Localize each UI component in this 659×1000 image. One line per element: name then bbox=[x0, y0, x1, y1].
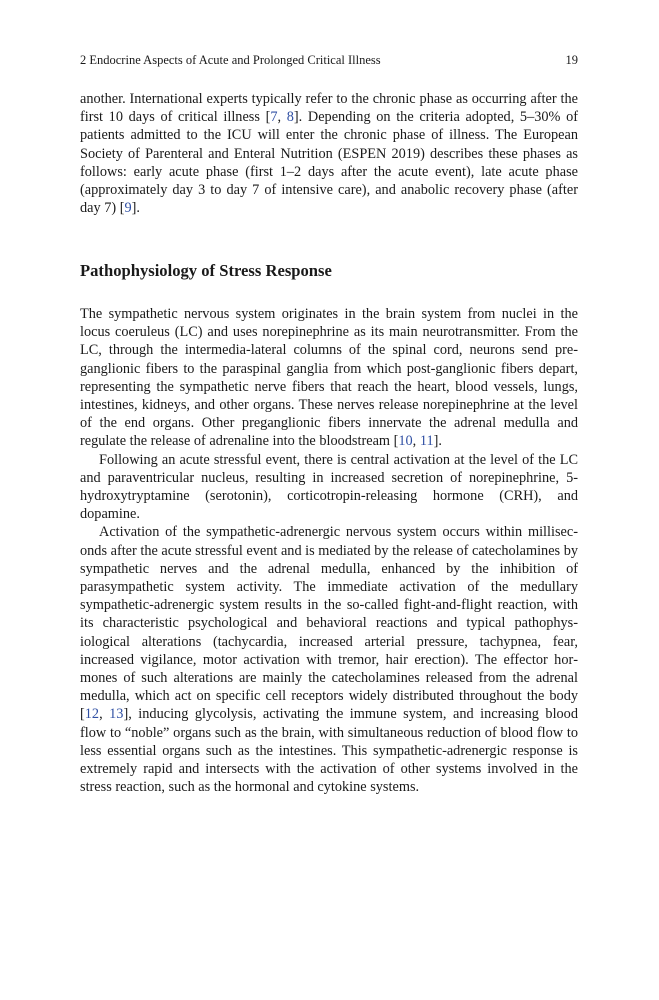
text-run: , bbox=[412, 433, 420, 450]
text-run: Activation of the sympathetic-adrenergic nervous system occurs within milliseconds after the acute stressful event and is mediated by the release of catecholamines by sympathetic nerves and the adrenal medulla, enhanced by the inhibition of parasympathetic system activity. The immediate activation of the medullary sympathetic-adrenergic system results in the so-called fight-and-flight reaction, with its characteristic psychological and behavioral reactions and typical pathophysiological alterations (tachycardia, increased arterial pressure, tachypnea, fear, increased vigilance, motor activation with tremor, hair erection). The effector hormones of such alterations are mainly the catecholamines released from the adrenal medulla, which act on specific cell receptors widely distributed throughout the body [ bbox=[80, 524, 578, 723]
intro-block bbox=[80, 90, 578, 217]
paragraph-adrenergic-activation bbox=[80, 523, 578, 796]
text-run: ]. bbox=[131, 200, 140, 217]
section-body bbox=[80, 305, 578, 796]
text-run: , bbox=[99, 706, 110, 723]
section-heading: Pathophysiology of Stress Response bbox=[80, 261, 332, 280]
citation-link[interactable]: 12 bbox=[84, 706, 100, 723]
text-run: another. International experts typically refer to the chronic phase as occurring after the first 10 days of critical illness [ bbox=[80, 91, 578, 126]
text-run: , bbox=[277, 109, 287, 126]
text-run: ]. bbox=[433, 433, 442, 450]
text-run: The sympathetic nervous system originates in the brain system from nuclei in the locus coeruleus (LC) and uses norepinephrine as its main neurotransmitter. From the LC, through the intermedia-lateral columns of the spinal cord, neurons send pre-ganglionic fibers to the paraspinal ganglia from which post-ganglionic fibers depart, representing the sympathetic nerve fibers that reach the heart, blood vessels, lungs, intestines, kidneys, and other organs. These nerves release norepinephrine at the level of the end organs. Other preganglionic fibers innervate the adrenal medulla and regulate the release of adrenaline into the bloodstream [ bbox=[80, 306, 578, 450]
chapter-title: 2 Endocrine Aspects of Acute and Prolonged Critical Illness bbox=[80, 53, 381, 67]
text-run: ], inducing glycolysis, activating the immune system, and increasing blood flow to “noble” organs such as the brain, with simultaneous reduction of blood flow to less essential organs such as the intestines. This sympathetic-adrenergic response is extremely rapid and intersects with the activation of other systems involved in the stress reaction, such as the hormonal and cytokine systems. bbox=[80, 706, 578, 796]
paragraph-sympathetic-system bbox=[80, 305, 578, 451]
paragraph-central-activation bbox=[80, 451, 578, 524]
citation-link[interactable]: 7 bbox=[270, 109, 278, 126]
citation-link[interactable]: 11 bbox=[419, 433, 434, 450]
citation-link[interactable]: 13 bbox=[109, 706, 124, 723]
citation-link[interactable]: 8 bbox=[286, 109, 294, 126]
citation-link[interactable]: 9 bbox=[124, 200, 132, 217]
citation-link[interactable]: 10 bbox=[398, 433, 413, 450]
text-run: ]. Depending on the criteria adopted, 5–30% of patients admitted to the ICU will enter the chronic phase of illness. The European Society of Parenteral and Enteral Nutrition (ESPEN 2019) describes these phases as follows: early acute phase (first 1–2 days after the acute event), late acute phase (approximately day 3 to day 7 of intensive care), and anabolic recovery phase (after day 7) [ bbox=[80, 109, 578, 217]
page-number: 19 bbox=[565, 53, 578, 67]
running-head bbox=[80, 52, 578, 68]
text-run: Following an acute stressful event, there is central activation at the level of the LC and paraventricular nucleus, resulting in increased secretion of norepinephrine, 5-hydroxytryptamine (serotonin), corticotropin-releasing hormone (CRH), and dopamine. bbox=[80, 451, 578, 523]
intro-paragraph bbox=[80, 90, 578, 217]
